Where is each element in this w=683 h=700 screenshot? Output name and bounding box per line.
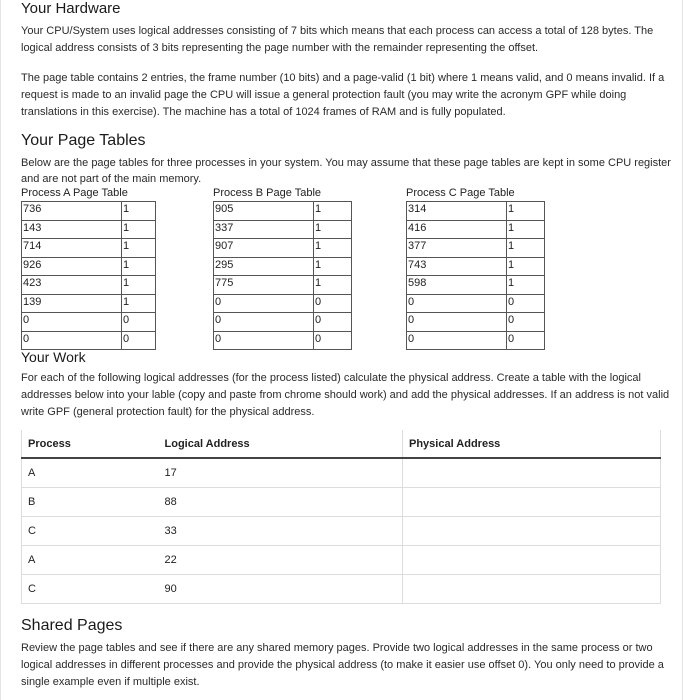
frame-number-cell: 416 (407, 220, 507, 239)
logical-address-cell: 33 (159, 516, 403, 545)
table-row (407, 331, 545, 350)
valid-bit-cell: 0 (314, 331, 352, 350)
process-cell: B (22, 487, 159, 516)
frame-number-cell: 905 (214, 202, 314, 221)
process-b-caption: Process B Page Table (213, 187, 322, 199)
process-a-table (21, 201, 156, 350)
work-table-header-row (22, 430, 661, 458)
frame-number-cell: 714 (22, 239, 122, 258)
process-c-table (406, 201, 545, 350)
frame-number-cell: 0 (22, 313, 122, 332)
frame-number-cell: 0 (407, 331, 507, 350)
physical-address-cell[interactable] (403, 458, 661, 487)
physical-address-cell[interactable] (403, 574, 661, 603)
process-b-table-body (214, 202, 352, 350)
valid-bit-cell: 1 (314, 202, 352, 221)
frame-number-cell: 0 (407, 313, 507, 332)
physical-address-cell[interactable] (403, 516, 661, 545)
table-row (22, 294, 156, 313)
frame-number-cell: 139 (22, 294, 122, 313)
frame-number-cell: 377 (407, 239, 507, 258)
hardware-paragraph-2: The page table contains 2 entries, the frame number (10 bits) and a page-valid (1 bit) where 1 means valid, and 0 means invalid. If a request is made to an invalid page the CPU will issue a general protection fault (you may write the acronym GPF while doing translations in this exercise). The machine has a total of 1024 frames of RAM and is fully populated. (21, 72, 665, 118)
valid-bit-cell: 1 (314, 239, 352, 258)
process-c-table-body (407, 202, 545, 350)
frame-number-cell: 0 (407, 294, 507, 313)
table-row (407, 294, 545, 313)
valid-bit-cell: 0 (507, 331, 545, 350)
frame-number-cell: 926 (22, 257, 122, 276)
table-row (22, 574, 661, 603)
valid-bit-cell: 0 (314, 313, 352, 332)
valid-bit-cell: 1 (122, 239, 156, 258)
shared-pages-heading: Shared Pages (21, 616, 123, 634)
table-row (407, 220, 545, 239)
valid-bit-cell: 0 (122, 313, 156, 332)
work-heading: Your Work (21, 349, 86, 365)
valid-bit-cell: 1 (507, 276, 545, 295)
frame-number-cell: 337 (214, 220, 314, 239)
shared-pages-description: Review the page tables and see if there are any shared memory pages. Provide two logical addresses in the same process or two logical addresses in different processes and provide the physical address (to make it easier use offset 0). You only need to provide a single example even if multiple exist. (21, 641, 664, 688)
table-row (22, 220, 156, 239)
process-c-page-table (406, 187, 545, 350)
page-tables-heading: Your Page Tables (21, 132, 146, 149)
page-tables-container (21, 187, 674, 347)
valid-bit-cell: 1 (122, 294, 156, 313)
process-cell: A (22, 545, 159, 574)
logical-address-cell: 90 (159, 574, 403, 603)
process-a-table-body (22, 202, 156, 350)
valid-bit-cell: 1 (507, 257, 545, 276)
physical-address-cell[interactable] (403, 487, 661, 516)
frame-number-cell: 907 (214, 239, 314, 258)
process-cell: C (22, 574, 159, 603)
table-row (214, 239, 352, 258)
logical-address-cell: 22 (159, 545, 403, 574)
process-c-caption: Process C Page Table (406, 187, 515, 199)
frame-number-cell: 598 (407, 276, 507, 295)
process-b-table (213, 201, 352, 350)
valid-bit-cell: 1 (122, 276, 156, 295)
valid-bit-cell: 1 (507, 239, 545, 258)
table-row (22, 487, 661, 516)
table-row (22, 276, 156, 295)
valid-bit-cell: 1 (122, 202, 156, 221)
work-table-body (22, 458, 661, 603)
table-row (214, 331, 352, 350)
table-row (22, 458, 661, 487)
frame-number-cell: 0 (22, 331, 122, 350)
hardware-heading: Your Hardware (21, 0, 121, 17)
table-row (22, 313, 156, 332)
table-row (22, 239, 156, 258)
valid-bit-cell: 1 (122, 220, 156, 239)
process-cell: A (22, 458, 159, 487)
table-row (214, 313, 352, 332)
table-row (214, 276, 352, 295)
process-column-header: Process (22, 430, 159, 458)
work-table-header (22, 430, 661, 458)
physical-address-column-header: Physical Address (403, 430, 661, 458)
physical-address-cell[interactable] (403, 545, 661, 574)
frame-number-cell: 423 (22, 276, 122, 295)
process-a-page-table (21, 187, 156, 350)
work-table (21, 430, 661, 604)
valid-bit-cell: 1 (314, 276, 352, 295)
table-row (407, 239, 545, 258)
table-row (22, 516, 661, 545)
valid-bit-cell: 0 (507, 294, 545, 313)
table-row (214, 220, 352, 239)
valid-bit-cell: 1 (122, 257, 156, 276)
process-b-page-table (213, 187, 352, 350)
frame-number-cell: 295 (214, 257, 314, 276)
table-row (22, 202, 156, 221)
table-row (214, 294, 352, 313)
valid-bit-cell: 0 (122, 331, 156, 350)
logical-address-column-header: Logical Address (159, 430, 403, 458)
table-row (214, 257, 352, 276)
frame-number-cell: 0 (214, 313, 314, 332)
table-row (22, 331, 156, 350)
valid-bit-cell: 0 (507, 313, 545, 332)
table-row (214, 202, 352, 221)
logical-address-cell: 88 (159, 487, 403, 516)
frame-number-cell: 143 (22, 220, 122, 239)
process-cell: C (22, 516, 159, 545)
frame-number-cell: 775 (214, 276, 314, 295)
table-row (407, 202, 545, 221)
valid-bit-cell: 1 (314, 220, 352, 239)
valid-bit-cell: 1 (314, 257, 352, 276)
frame-number-cell: 736 (22, 202, 122, 221)
valid-bit-cell: 1 (507, 202, 545, 221)
frame-number-cell: 314 (407, 202, 507, 221)
table-row (22, 545, 661, 574)
hardware-paragraph-1: Your CPU/System uses logical addresses consisting of 7 bits which means that each process can access a total of 128 bytes. The logical address consists of 3 bits representing the page number with the remainder representing the offset. (21, 25, 654, 54)
table-row (22, 257, 156, 276)
frame-number-cell: 743 (407, 257, 507, 276)
valid-bit-cell: 1 (507, 220, 545, 239)
page-tables-description: Below are the page tables for three processes in your system. You may assume that these page tables are kept in some CPU register and are not part of the main memory. (21, 157, 671, 185)
work-description: For each of the following logical addresses (for the process listed) calculate the physical address. Create a table with the logical addresses below into your lable (copy and paste from chrome should work) and add the physical addresses. If an address is not valid write GPF (general protection fault) for the physical address. (21, 372, 670, 418)
table-row (407, 276, 545, 295)
valid-bit-cell: 0 (314, 294, 352, 313)
table-row (407, 313, 545, 332)
frame-number-cell: 0 (214, 331, 314, 350)
process-a-caption: Process A Page Table (21, 187, 128, 199)
frame-number-cell: 0 (214, 294, 314, 313)
table-row (407, 257, 545, 276)
logical-address-cell: 17 (159, 458, 403, 487)
